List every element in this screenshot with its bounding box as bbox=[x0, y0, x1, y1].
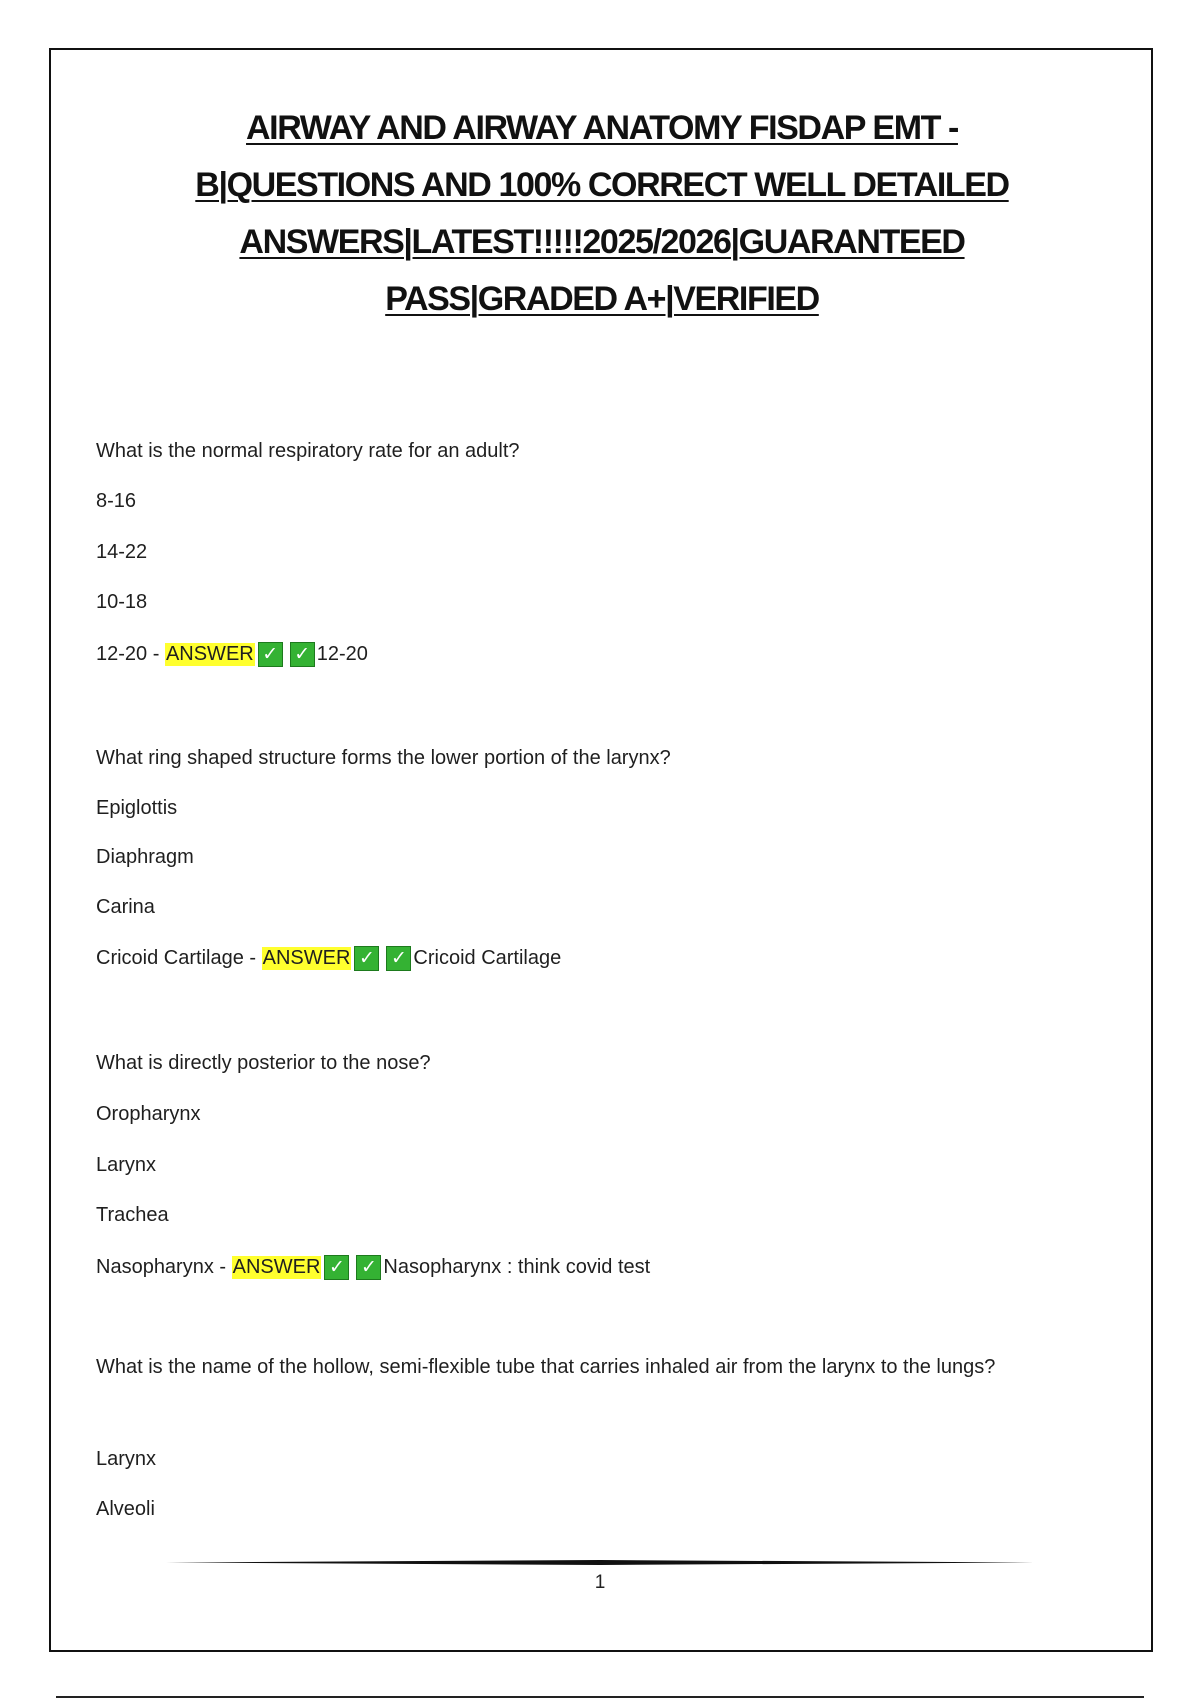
question-text: What is directly posterior to the nose? bbox=[96, 1052, 431, 1074]
answer-highlight: ANSWER bbox=[262, 947, 351, 969]
answer-option: 8-16 bbox=[96, 490, 137, 512]
correct-answer-line bbox=[96, 642, 368, 667]
answer-prefix: Nasopharynx - bbox=[96, 1256, 232, 1278]
answer-option: Epiglottis bbox=[96, 797, 178, 819]
check-mark-icon: ✓ bbox=[356, 1255, 381, 1280]
question-text: What is the name of the hollow, semi-flexible tube that carries inhaled air from the larynx to the lungs? bbox=[96, 1356, 996, 1378]
title-line: PASS|GRADED A+|VERIFIED bbox=[385, 280, 819, 318]
title-line: ANSWERS|LATEST!!!!!2025/2026|GUARANTEED bbox=[239, 223, 965, 261]
answer-text: Cricoid Cartilage bbox=[413, 947, 562, 969]
bottom-rule bbox=[56, 1696, 1144, 1698]
check-mark-icon: ✓ bbox=[324, 1255, 349, 1280]
answer-option: Trachea bbox=[96, 1204, 169, 1226]
correct-answer-line bbox=[96, 946, 561, 971]
answer-text: Nasopharynx : think covid test bbox=[383, 1256, 651, 1278]
answer-option: Oropharynx bbox=[96, 1103, 201, 1125]
answer-prefix: 12-20 - bbox=[96, 643, 165, 665]
answer-option: 14-22 bbox=[96, 541, 148, 563]
check-mark-icon: ✓ bbox=[354, 946, 379, 971]
answer-option: Alveoli bbox=[96, 1498, 155, 1520]
check-mark-icon: ✓ bbox=[290, 642, 315, 667]
answer-option: Carina bbox=[96, 896, 155, 918]
check-mark-icon: ✓ bbox=[258, 642, 283, 667]
footer-divider bbox=[166, 1560, 1034, 1565]
answer-prefix: Cricoid Cartilage - bbox=[96, 947, 262, 969]
question-text: What is the normal respiratory rate for an adult? bbox=[96, 440, 520, 462]
answer-option: Larynx bbox=[96, 1448, 157, 1470]
title-line: AIRWAY AND AIRWAY ANATOMY FISDAP EMT - bbox=[246, 109, 958, 147]
answer-text: 12-20 bbox=[316, 643, 368, 665]
question-text: What ring shaped structure forms the lower portion of the larynx? bbox=[96, 747, 671, 769]
correct-answer-line bbox=[96, 1255, 650, 1280]
check-mark-icon: ✓ bbox=[386, 946, 411, 971]
answer-option: 10-18 bbox=[96, 591, 148, 613]
title-line: B|QUESTIONS AND 100% CORRECT WELL DETAILED bbox=[195, 166, 1009, 204]
answer-option: Larynx bbox=[96, 1154, 157, 1176]
answer-highlight: ANSWER bbox=[165, 643, 254, 665]
page-number: 1 bbox=[594, 1572, 606, 1593]
document-title bbox=[100, 100, 1104, 328]
answer-highlight: ANSWER bbox=[232, 1256, 321, 1278]
answer-option: Diaphragm bbox=[96, 846, 194, 868]
